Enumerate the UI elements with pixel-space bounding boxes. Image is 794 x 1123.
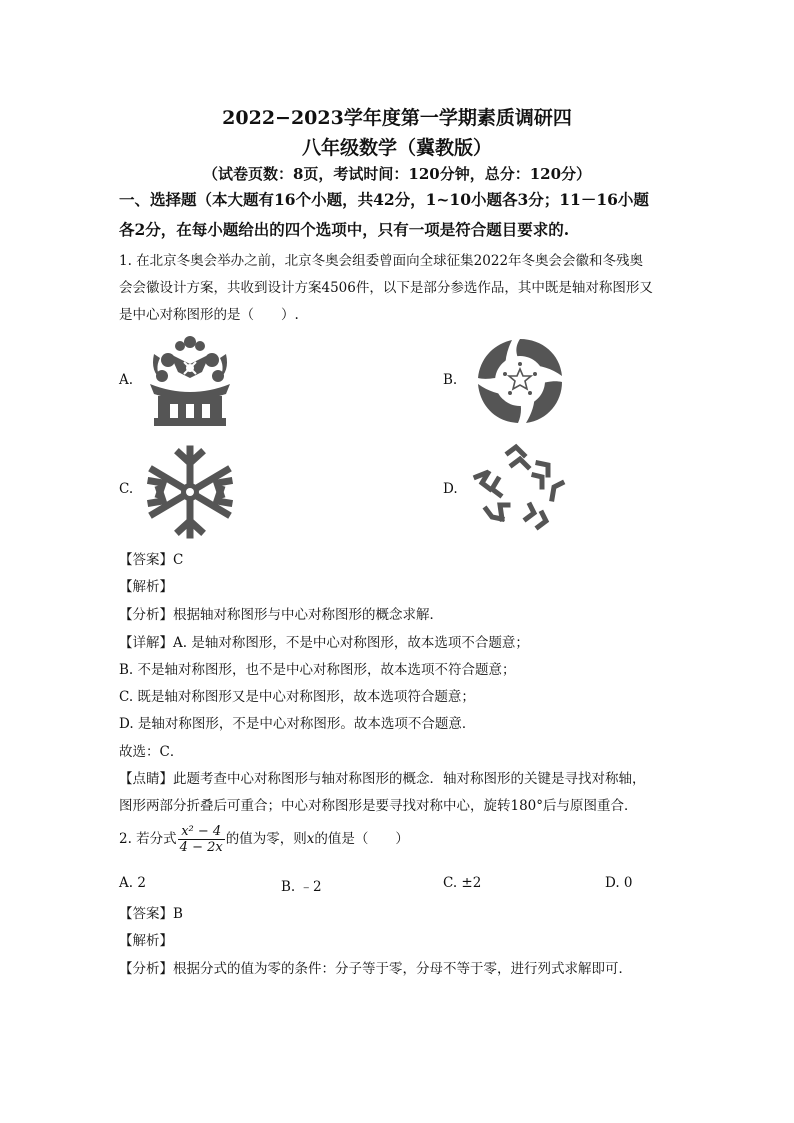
option-d-pinwheel-image (472, 443, 572, 535)
q2-stem (119, 824, 409, 855)
option-b-flower-image (472, 336, 568, 426)
q1-stem-line3: 是中心对称图形的是（ ）. (119, 307, 299, 323)
q2-option-d: D. 0 (605, 875, 633, 891)
q2-answer: 【答案】B (119, 906, 183, 922)
q1-option-d-label: D. (443, 481, 458, 497)
exam-info: （试卷页数：8页，考试时间：120分钟，总分：120分） (202, 165, 592, 183)
q1-note-line1: 【点睛】此题考查中心对称图形与轴对称图形的概念．轴对称图形的关键是寻找对称轴， (119, 771, 646, 787)
q2-option-c: C. ±2 (443, 875, 482, 891)
q2-stem-suffix-a: 的值为零，则 (225, 831, 307, 847)
q2-fraction-denominator: 4 − 2x (179, 840, 223, 855)
section-heading-line2: 各2分，在每小题给出的四个选项中，只有一项是符合题目要求的. (119, 220, 570, 239)
q1-stem-line1: 1. 在北京冬奥会举办之前，北京冬奥会组委曾面向全球征集2022年冬奥会会徽和冬残奥 (119, 253, 644, 269)
q1-option-a-label: A. (119, 372, 134, 388)
page-subtitle: 八年级数学（冀教版） (301, 137, 492, 159)
q2-analysis: 【分析】根据分式的值为零的条件：分子等于零，分母不等于零，进行列式求解即可． (119, 961, 632, 977)
q1-stem-line2: 会会徽设计方案，共收到设计方案4506件，以下是部分参选作品，其中既是轴对称图形又 (119, 280, 653, 296)
q1-analysis: 【分析】根据轴对称图形与中心对称图形的概念求解． (119, 607, 443, 623)
q2-jiexi-heading: 【解析】 (119, 933, 173, 949)
option-a-emblem-image (140, 332, 240, 432)
q1-option-c-label: C. (119, 481, 134, 497)
q2-fraction (178, 824, 225, 855)
q1-conclusion: 故选：C． (119, 744, 184, 760)
q1-detail-d: D. 是轴对称图形，不是中心对称图形。故本选项不合题意． (119, 716, 476, 732)
q2-option-a: A. 2 (119, 875, 146, 891)
q1-jiexi-heading: 【解析】 (119, 579, 173, 595)
q1-option-b-label: B. (443, 372, 458, 388)
q2-fraction-numerator: x² − 4 (178, 824, 225, 840)
option-c-snowflake-image (141, 443, 239, 541)
q1-detail-b: B. 不是轴对称图形，也不是中心对称图形，故本选项不符合题意； (119, 662, 516, 678)
q1-detail-a: 【详解】A. 是轴对称图形，不是中心对称图形，故本选项不合题意； (119, 635, 529, 651)
q2-option-b: B. ﹣2 (281, 879, 322, 895)
section-heading-line1: 一、选择题（本大题有16个小题，共42分，1~10小题各3分；11－16小题 (119, 190, 649, 209)
q2-stem-suffix-b: 的值是（ ） (314, 831, 409, 847)
q1-detail-c: C. 既是轴对称图形又是中心对称图形，故本选项符合题意； (119, 689, 475, 705)
q1-answer: 【答案】C (119, 552, 184, 568)
q2-variable: x (306, 831, 315, 847)
page-title: 2022−2023学年度第一学期素质调研四 (222, 107, 572, 129)
q2-stem-prefix: 2. 若分式 (119, 831, 177, 847)
q1-note-line2: 图形两部分折叠后可重合；中心对称图形是要寻找对称中心，旋转180°后与原图重合． (119, 798, 638, 814)
